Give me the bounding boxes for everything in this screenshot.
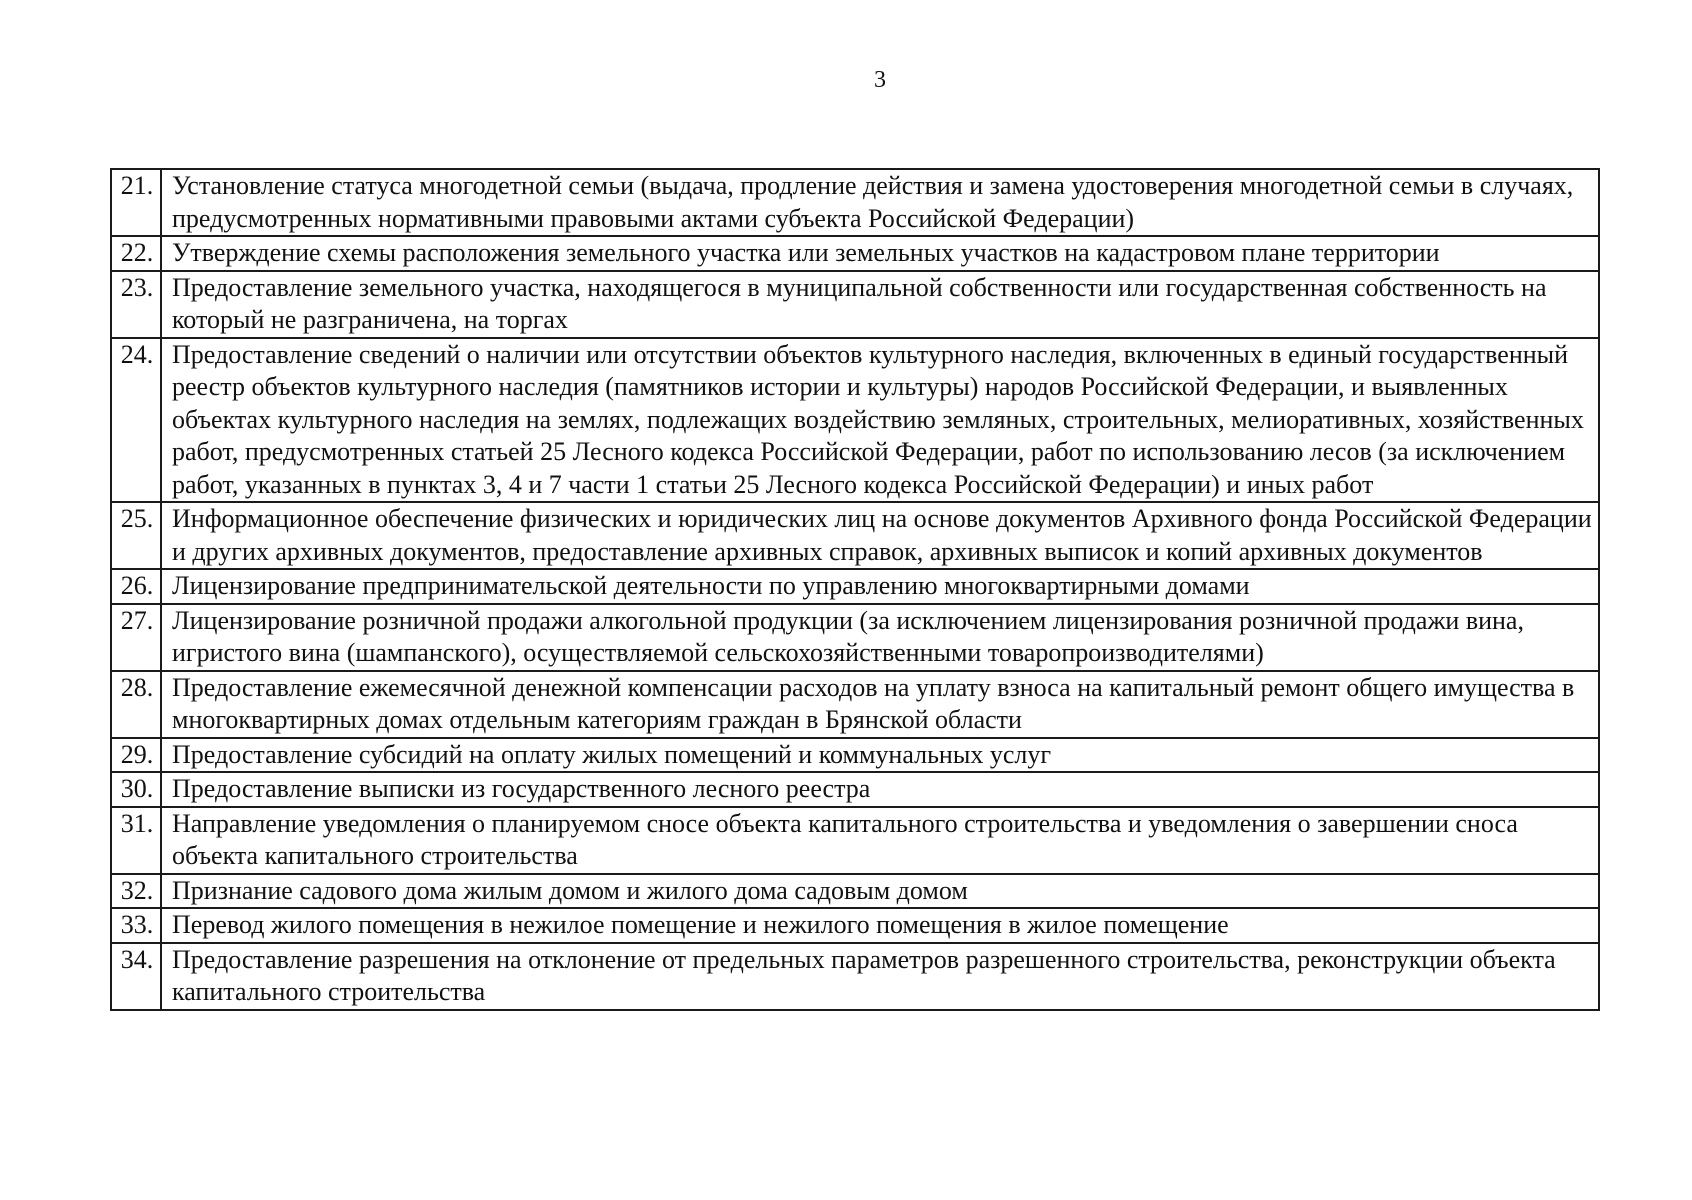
- table-row: [111, 502, 1599, 569]
- table-row: [111, 874, 1599, 909]
- service-description: Признание садового дома жилым домом и жилого дома садовым домом: [161, 874, 1599, 909]
- row-number: 33.: [111, 908, 161, 943]
- row-number: 23.: [111, 271, 161, 338]
- row-number: 29.: [111, 738, 161, 773]
- service-description: Предоставление земельного участка, находящегося в муниципальной собственности или государственная собственность на который не разграничена, на торгах: [161, 271, 1599, 338]
- table-row: [111, 271, 1599, 338]
- service-description: Информационное обеспечение физических и юридических лиц на основе документов Архивного фонда Российской Федерации и других архивных документов, предоставление архивных справок, архивных выписок и копий архивных документов: [161, 502, 1599, 569]
- table-row: [111, 807, 1599, 874]
- service-description: Предоставление сведений о наличии или отсутствии объектов культурного наследия, включенных в единый государственный реестр объектов культурного наследия (памятников истории и культуры) народов Российской Федерации, и выявленных объектах культурного наследия на землях, подлежащих воздействию земляных, строительных, мелиоративных, хозяйственных работ, предусмотренных статьей 25 Лесного кодекса Российской Федерации, работ по использованию лесов (за исключением работ, указанных в пунктах 3, 4 и 7 части 1 статьи 25 Лесного кодекса Российской Федерации) и иных работ: [161, 338, 1599, 503]
- table-row: [111, 908, 1599, 943]
- page-number: 3: [874, 67, 886, 93]
- service-description: Предоставление разрешения на отклонение от предельных параметров разрешенного строительства, реконструкции объекта капитального строительства: [161, 943, 1599, 1010]
- service-description: Лицензирование предпринимательской деятельности по управлению многоквартирными домами: [161, 569, 1599, 604]
- row-number: 24.: [111, 338, 161, 503]
- table-row: [111, 569, 1599, 604]
- service-description: Установление статуса многодетной семьи (выдача, продление действия и замена удостоверения многодетной семьи в случаях, предусмотренных нормативными правовыми актами субъекта Российской Федерации): [161, 169, 1599, 236]
- table-row: [111, 338, 1599, 503]
- row-number: 22.: [111, 236, 161, 271]
- row-number: 28.: [111, 671, 161, 738]
- service-description: Предоставление субсидий на оплату жилых помещений и коммунальных услуг: [161, 738, 1599, 773]
- services-table: [110, 168, 1600, 1011]
- row-number: 21.: [111, 169, 161, 236]
- table-row: [111, 671, 1599, 738]
- row-number: 25.: [111, 502, 161, 569]
- table-row: [111, 772, 1599, 807]
- table-row: [111, 738, 1599, 773]
- table-row: [111, 943, 1599, 1010]
- row-number: 31.: [111, 807, 161, 874]
- row-number: 27.: [111, 604, 161, 671]
- row-number: 26.: [111, 569, 161, 604]
- table-row: [111, 236, 1599, 271]
- service-description: Перевод жилого помещения в нежилое помещение и нежилого помещения в жилое помещение: [161, 908, 1599, 943]
- service-description: Утверждение схемы расположения земельного участка или земельных участков на кадастровом плане территории: [161, 236, 1599, 271]
- service-description: Предоставление ежемесячной денежной компенсации расходов на уплату взноса на капитальный ремонт общего имущества в многоквартирных домах отдельным категориям граждан в Брянской области: [161, 671, 1599, 738]
- service-description: Лицензирование розничной продажи алкогольной продукции (за исключением лицензирования розничной продажи вина, игристого вина (шампанского), осуществляемой сельскохозяйственными товаропроизводителями): [161, 604, 1599, 671]
- service-description: Предоставление выписки из государственного лесного реестра: [161, 772, 1599, 807]
- row-number: 32.: [111, 874, 161, 909]
- row-number: 30.: [111, 772, 161, 807]
- row-number: 34.: [111, 943, 161, 1010]
- table-row: [111, 604, 1599, 671]
- table-row: [111, 169, 1599, 236]
- service-description: Направление уведомления о планируемом сносе объекта капитального строительства и уведомления о завершении сноса объекта капитального строительства: [161, 807, 1599, 874]
